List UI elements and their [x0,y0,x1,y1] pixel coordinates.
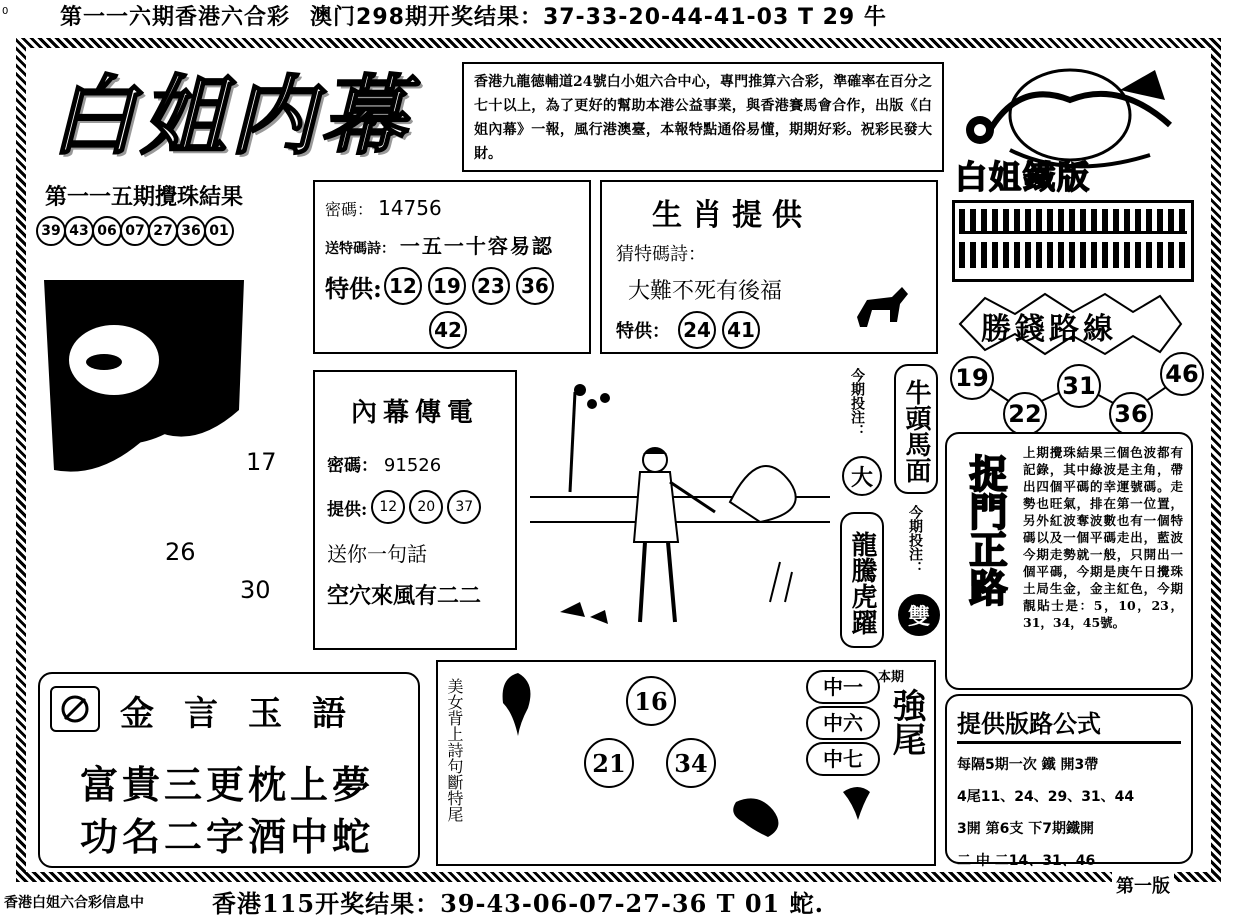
inside-phrase: 空穴來風有二二 [327,583,482,609]
corner-mark: 0 [2,6,9,17]
golden-words-line2: 功名二字酒中蛇 [80,814,375,859]
code-row [325,196,579,220]
path-title: 捉門正路 [963,454,1008,606]
inside-provide-row [327,490,503,524]
footer-result: 香港115开奖结果：39-43-06-07-27-36 T 01 蛇. [212,889,824,918]
result-ball: 01 [204,216,234,246]
special-row [325,267,579,305]
path-box [945,432,1193,690]
formula-box [945,694,1193,869]
zodiac-poem-label: 猜特碼詩： [616,244,706,265]
edition-logo: 白姐鐵版 [955,158,1092,196]
special-ball: 19 [428,267,466,305]
intro-box [462,62,944,172]
route-ball: 36 [1109,392,1153,436]
footer-left: 香港白姐六合彩信息中 [4,895,144,911]
golden-words-box [38,672,420,868]
inside-code-value: 91526 [383,455,442,476]
beauty-poem-box [436,660,936,866]
bet-value-2: 雙 [898,594,940,636]
inside-ball: 37 [447,490,481,524]
poem-text: 一五一十容易認 [399,234,554,258]
poem-row [325,230,579,259]
beauty-ball: 16 [626,676,676,726]
hand-icon [50,686,100,732]
zodiac-ball: 41 [722,311,760,349]
tail-pick-3: 中七 [806,742,880,776]
inside-ball: 20 [409,490,443,524]
formula-line-3: 3開 第6支 下7期鐵開 [957,821,1094,837]
result-ball: 06 [92,216,122,246]
last-result-balls [36,216,232,246]
inside-ball: 12 [371,490,405,524]
result-ball: 07 [120,216,150,246]
special-ball: 23 [472,267,510,305]
inside-title: 內幕傳電 [350,398,479,428]
code-box [313,180,591,354]
ink-splash-1 [498,668,538,738]
path-text: 上期攪珠結果三個色波都有記錄，其中綠波是主角，帶出四個平碼的幸運號碼。走勢也旺氣，排在第一位置，另外紅波奪波數也有一個特碼以及一個平碼走出，藍波今期走勢就一般，只開出一個平碼，今期是庚午日攪珠土局生金，金主紅色，今期靚貼士是：5，10，23，31，34，45號。 [1023,445,1183,630]
abacus-graphic [952,200,1194,282]
bet-label-2: 今期投注： [907,505,923,575]
special-ball: 12 [384,267,422,305]
idiom-box-1: 牛頭馬面 [894,364,938,494]
golden-words-line1: 富貴三更枕上夢 [80,762,375,807]
formula-title: 提供版路公式 [957,704,1181,744]
special-ball: 42 [429,311,467,349]
inside-code-row [327,451,503,476]
result-ball: 43 [64,216,94,246]
special-label: 特供: [325,273,382,303]
this-issue-label: 本期 [878,670,905,685]
result-ball: 36 [176,216,206,246]
inside-provide-label: 提供: [327,499,368,520]
ink-splash-2 [728,792,788,842]
horse-icon [852,282,912,332]
result-ball: 39 [36,216,66,246]
tail-pick-2: 中六 [806,706,880,740]
issue-title: 第一一六期香港六合彩 [60,4,291,30]
golden-words-title: 金言玉語 [120,694,376,734]
masthead-title: 白姐内幕 [50,66,410,167]
beauty-side-label: 美女背上詩句斷特尾 [445,678,464,822]
inside-code-label: 密碼： [327,456,378,476]
inside-box [313,370,517,650]
beauty-ball: 34 [666,738,716,788]
boy-illustration [530,372,830,642]
winning-route-banner [955,290,1185,358]
formula-line-2: 4尾11、24、29、31、44 [957,789,1135,805]
zodiac-title: 生肖提供 [652,198,812,233]
portrait-number-1: 17 [246,448,277,476]
route-ball: 22 [1003,392,1047,436]
inside-phrase-label: 送你一句話 [327,542,427,566]
formula-line-4: 二 中 二14、31、46 [957,853,1096,869]
zodiac-poem: 大難不死有後福 [628,279,783,304]
special-ball: 36 [516,267,554,305]
poem-label: 送特碼詩： [325,241,395,257]
hand-glyph [55,691,95,727]
route-ball: 31 [1057,364,1101,408]
ink-splash-3 [838,782,878,822]
route-ball: 19 [950,356,994,400]
bet-value-1: 大 [842,456,882,496]
result-ball: 27 [148,216,178,246]
portrait-image [44,280,244,500]
boy-with-tree-illustration [530,372,830,642]
intro-text: 香港九龍德輔道24號白小姐六合中心，專門推算六合彩，準確率在百分之七十以上，為了更好的幫助本港公益事業，與香港賽馬會合作，出版《白姐內幕》一報，風行港澳臺，本報特點通俗易懂，期期好彩。祝彩民發大財。 [474,74,932,162]
formula-line-1: 每隔5期一次 鐵 開3帶 [957,757,1099,773]
idiom-box-2: 龍騰虎躍 [840,512,884,648]
portrait-number-3: 30 [240,576,271,604]
tail-pick-1: 中一 [806,670,880,704]
zodiac-ball: 24 [678,311,716,349]
strong-tail-label: 強尾 [886,688,926,756]
top-headline [60,0,887,31]
woman-portrait [44,280,244,500]
fish-child-logo [950,60,1190,195]
zodiac-special-label: 特供： [616,321,670,342]
abacus-top-beads [959,209,1187,234]
portrait-number-2: 26 [165,538,196,566]
bet-label-1: 今期投注： [849,368,865,438]
code-label: 密碼： [325,200,374,219]
route-ball: 46 [1160,352,1204,396]
macau-result: 澳门298期开奖结果：37-33-20-44-41-03 T 29 牛 [310,5,887,30]
code-value: 14756 [378,196,442,220]
zodiac-box [600,180,938,354]
footer-page: 第一版 [1112,872,1174,898]
abacus-bottom-beads [959,242,1187,268]
special-row-2 [325,311,579,349]
last-result-title: 第一一五期攪珠結果 [45,184,244,210]
winning-route-title: 勝錢路線 [981,312,1117,347]
beauty-ball: 21 [584,738,634,788]
